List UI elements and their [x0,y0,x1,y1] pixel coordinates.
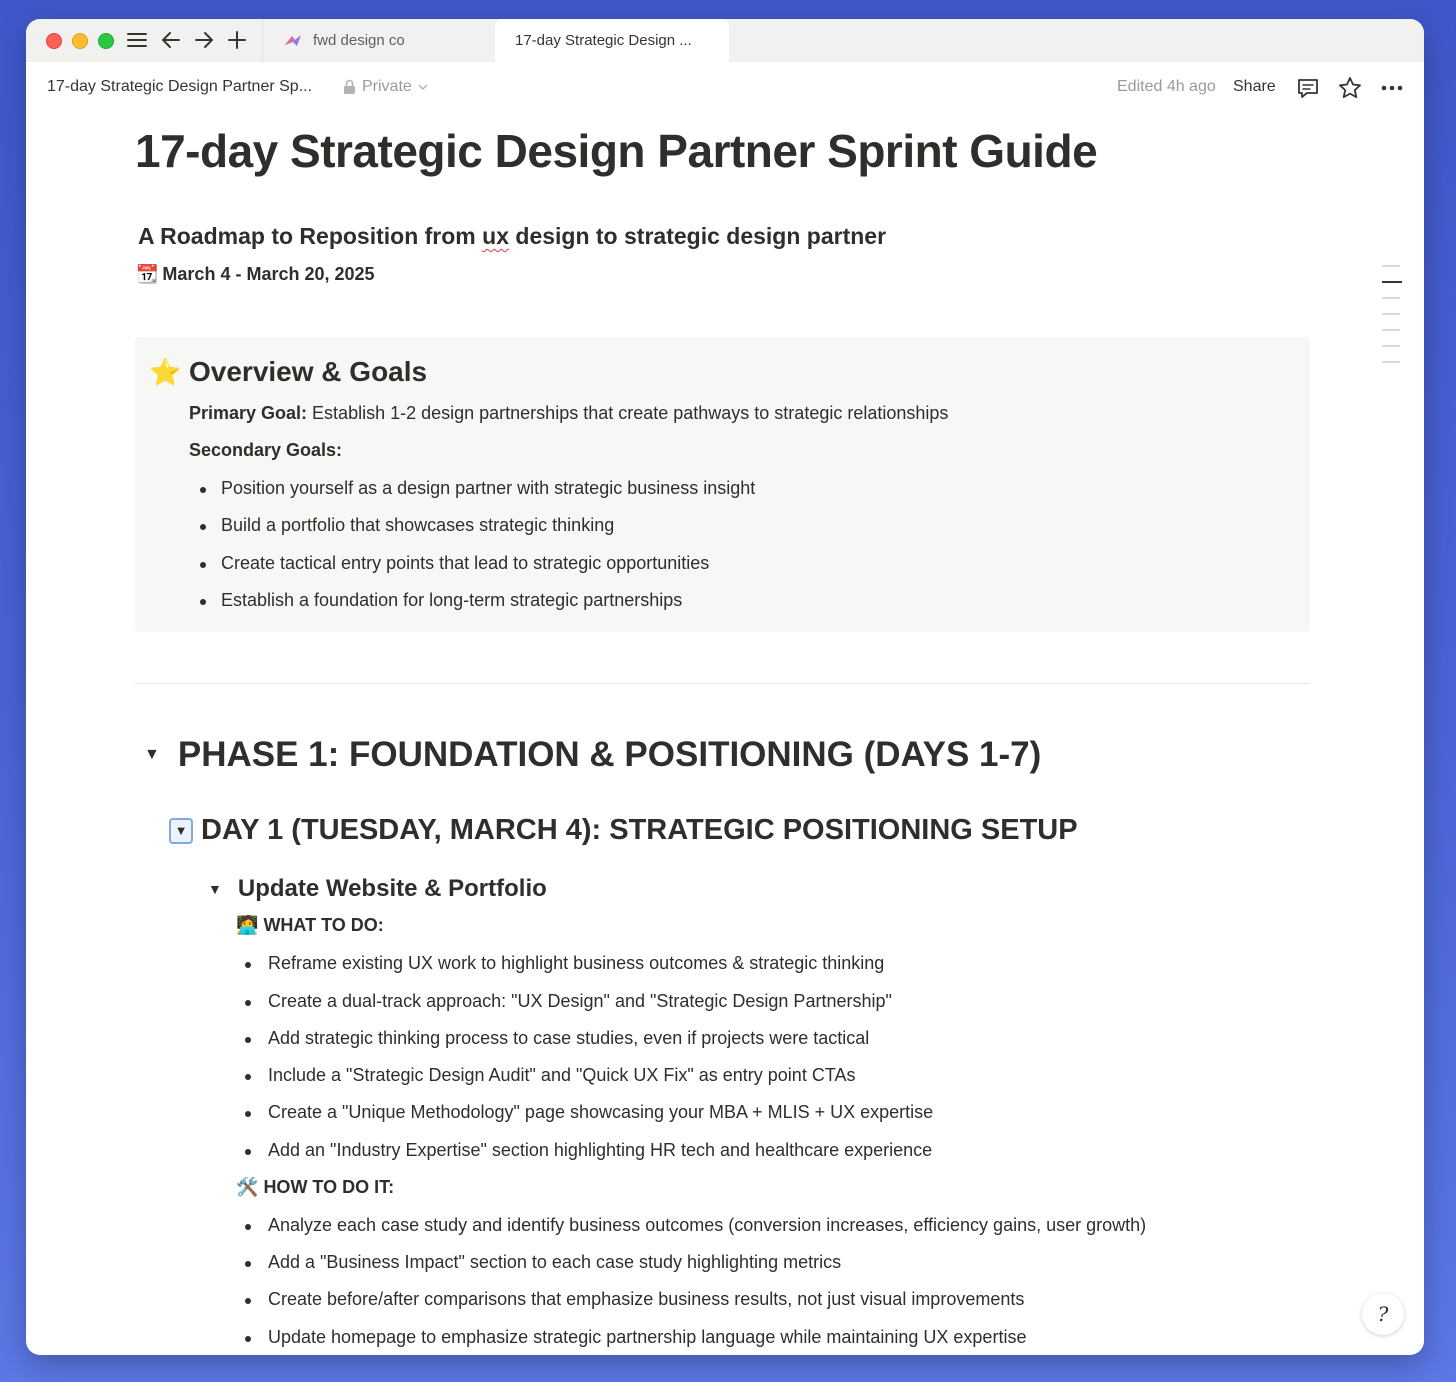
help-icon: ? [1377,1302,1389,1326]
privacy-label: Private [362,78,412,95]
list-item-text: Establish a foundation for long-term strategic partnerships [221,590,683,610]
primary-goal[interactable] [189,403,948,424]
edited-timestamp: Edited 4h ago [1117,78,1216,95]
list-item-text: Create before/after comparisons that emphasize business results, not just visual improvements [268,1289,1025,1309]
list-item[interactable] [248,1327,1026,1348]
what-to-do-label-text: WHAT TO DO: [263,915,384,935]
toggle-triangle-icon[interactable]: ▼ [208,881,222,897]
list-item[interactable] [203,590,682,611]
tools-emoji-icon: 🛠️ [236,1177,259,1197]
list-item-text: Reframe existing UX work to highlight business outcomes & strategic thinking [268,953,885,973]
how-to-do-it-label[interactable] [236,1177,394,1198]
primary-goal-label: Primary Goal: [189,403,308,423]
list-item[interactable] [203,553,709,574]
list-item-text: Create a dual-track approach: "UX Design" and "Strategic Design Partnership" [268,991,892,1011]
primary-goal-text: Establish 1-2 design partnerships that create pathways to strategic relationships [307,403,949,423]
star-emoji-icon[interactable]: ⭐ [149,357,182,387]
list-item-text: Create a "Unique Methodology" page showcasing your MBA + MLIS + UX expertise [268,1102,934,1122]
page-content [26,19,1424,1355]
section-heading[interactable]: Update Website & Portfolio [237,875,547,902]
how-to-do-it-label-text: HOW TO DO IT: [263,1177,395,1197]
table-of-contents-minimap[interactable] [1382,265,1404,377]
callout-heading[interactable]: Overview & Goals [189,356,428,387]
toc-line[interactable] [1382,297,1400,299]
page-title[interactable]: 17-day Strategic Design Partner Sprint Guide [135,125,1098,177]
section-toggle-heading[interactable] [208,875,547,903]
subtitle-text: A Roadmap to Reposition from [138,223,483,249]
list-item-text: Add an "Industry Expertise" section highlighting HR tech and healthcare experience [268,1140,933,1160]
toc-line[interactable] [1382,313,1400,315]
spellcheck-flagged-word: ux [482,223,509,249]
list-item[interactable] [248,1289,1024,1310]
divider [135,683,1310,684]
day-1-toggle-heading[interactable] [169,814,1078,847]
app-window [26,19,1424,1355]
help-button[interactable] [1362,1293,1404,1335]
date-range[interactable] [136,264,375,285]
toc-line[interactable] [1382,345,1400,347]
phase-1-heading[interactable]: PHASE 1: FOUNDATION & POSITIONING (DAYS 1-7) [177,735,1042,774]
page-subtitle[interactable] [138,223,886,250]
day-1-heading[interactable]: DAY 1 (TUESDAY, MARCH 4): STRATEGIC POSITIONING SETUP [201,814,1078,846]
toc-line[interactable] [1382,329,1400,331]
tab-label: 17-day Strategic Design ... [515,32,692,49]
list-item[interactable] [248,991,892,1012]
subtitle-text: design to strategic design partner [509,223,887,249]
toggle-triangle-icon[interactable]: ▼ [169,818,193,844]
technologist-emoji-icon: 🧑‍💻 [236,915,259,935]
calendar-icon: 📆 [136,264,159,284]
list-item[interactable] [248,1215,1146,1236]
list-item[interactable] [248,1102,933,1123]
secondary-goals-label[interactable] [189,440,342,461]
secondary-goals-label-text: Secondary Goals: [189,440,343,460]
phase-1-toggle-heading[interactable] [144,735,1041,775]
toc-line[interactable] [1382,361,1400,363]
breadcrumb[interactable]: 17-day Strategic Design Partner Sp... [47,78,313,95]
list-item-text: Position yourself as a design partner with strategic business insight [221,478,756,498]
toggle-triangle-icon[interactable]: ▼ [144,746,160,763]
list-item[interactable] [248,1252,841,1273]
toc-line[interactable] [1382,265,1400,267]
list-item[interactable] [203,478,755,499]
list-item[interactable] [248,1028,869,1049]
list-item[interactable] [248,1140,932,1161]
what-to-do-label[interactable] [236,915,384,936]
overview-callout[interactable] [135,337,1310,632]
date-range-text: March 4 - March 20, 2025 [162,264,375,284]
toc-line-active[interactable] [1382,281,1402,283]
list-item-text: Create tactical entry points that lead to strategic opportunities [221,553,710,573]
list-item[interactable] [203,515,614,536]
tab-label: fwd design co [313,32,405,49]
list-item-text: Add strategic thinking process to case studies, even if projects were tactical [268,1028,870,1048]
list-item-text: Update homepage to emphasize strategic partnership language while maintaining UX expertise [268,1327,1027,1347]
list-item-text: Analyze each case study and identify business outcomes (conversion increases, efficiency gains, user growth) [268,1215,1147,1235]
list-item-text: Add a "Business Impact" section to each case study highlighting metrics [268,1252,842,1272]
list-item[interactable] [248,1065,856,1086]
list-item-text: Include a "Strategic Design Audit" and "Quick UX Fix" as entry point CTAs [268,1065,856,1085]
list-item-text: Build a portfolio that showcases strategic thinking [221,515,615,535]
share-button[interactable]: Share [1233,78,1276,95]
list-item[interactable] [248,953,884,974]
